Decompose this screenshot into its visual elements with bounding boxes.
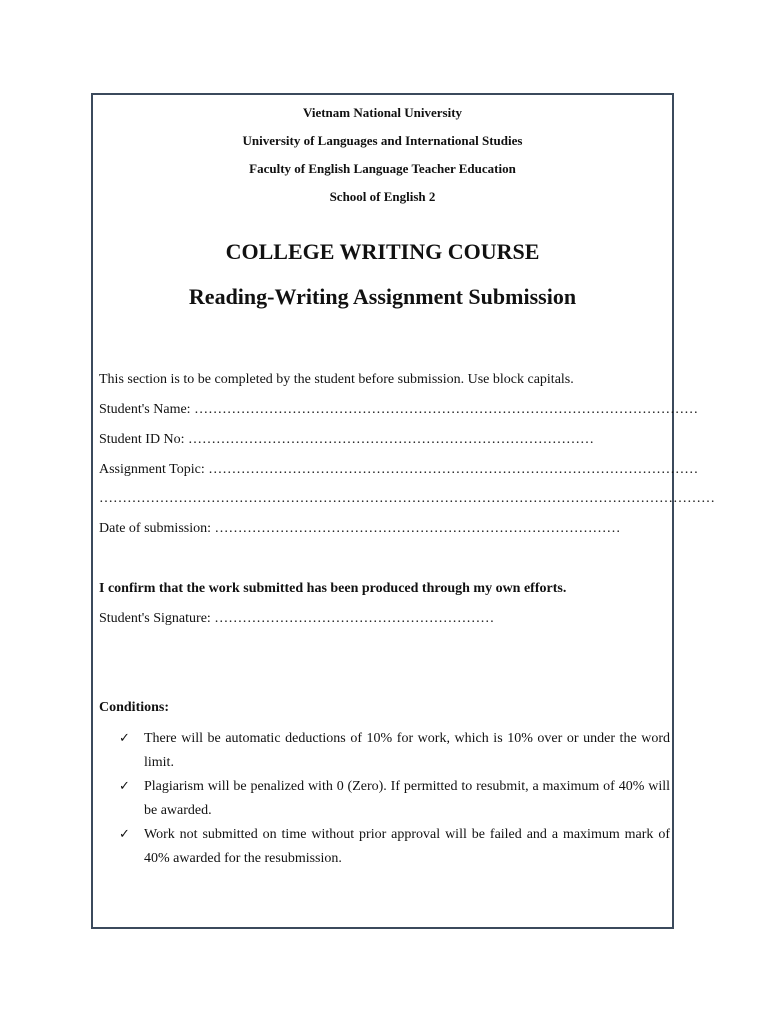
condition-item	[119, 727, 670, 775]
conditions-heading: Conditions:	[99, 700, 170, 715]
student-name-field: Student's Name: ………………………………………………………………………………………………	[99, 402, 699, 417]
student-id-field: Student ID No: ……………………………………………………………………………	[99, 432, 595, 447]
checkmark-icon: ✓	[119, 779, 130, 794]
conditions-list	[119, 727, 670, 871]
checkmark-icon: ✓	[119, 827, 130, 842]
university-name: Vietnam National University	[302, 105, 463, 120]
date-of-submission-field: Date of submission: ……………………………………………………………………………	[99, 521, 621, 536]
form-instruction: This section is to be completed by the student before submission. Use block capitals.	[99, 372, 574, 387]
document-frame	[91, 93, 715, 929]
course-title: COLLEGE WRITING COURSE	[225, 239, 540, 264]
assignment-topic-continuation: ……………………………………………………………………………………………………………………	[99, 491, 715, 506]
checkmark-icon: ✓	[119, 731, 130, 746]
condition-text: Work not submitted on time without prior approval will be failed and a maximum mark of 40% awarded for the resubmission.	[144, 827, 670, 866]
school-name: University of Languages and International Studies	[242, 133, 523, 148]
student-signature-field: Student's Signature: ……………………………………………………	[99, 611, 495, 626]
condition-text: Plagiarism will be penalized with 0 (Zero). If permitted to resubmit, a maximum of 40% will be awarded.	[144, 779, 670, 818]
faculty-name: Faculty of English Language Teacher Education	[249, 161, 516, 176]
confirmation-statement: I confirm that the work submitted has been produced through my own efforts.	[99, 581, 567, 596]
condition-item	[119, 823, 670, 871]
condition-text: There will be automatic deductions of 10% for work, which is 10% over or under the word limit.	[144, 731, 670, 770]
assignment-topic-field: Assignment Topic: ……………………………………………………………………………………………	[99, 462, 699, 477]
assignment-title: Reading-Writing Assignment Submission	[188, 284, 577, 309]
department-name: School of English 2	[329, 189, 436, 204]
condition-item	[119, 775, 670, 823]
